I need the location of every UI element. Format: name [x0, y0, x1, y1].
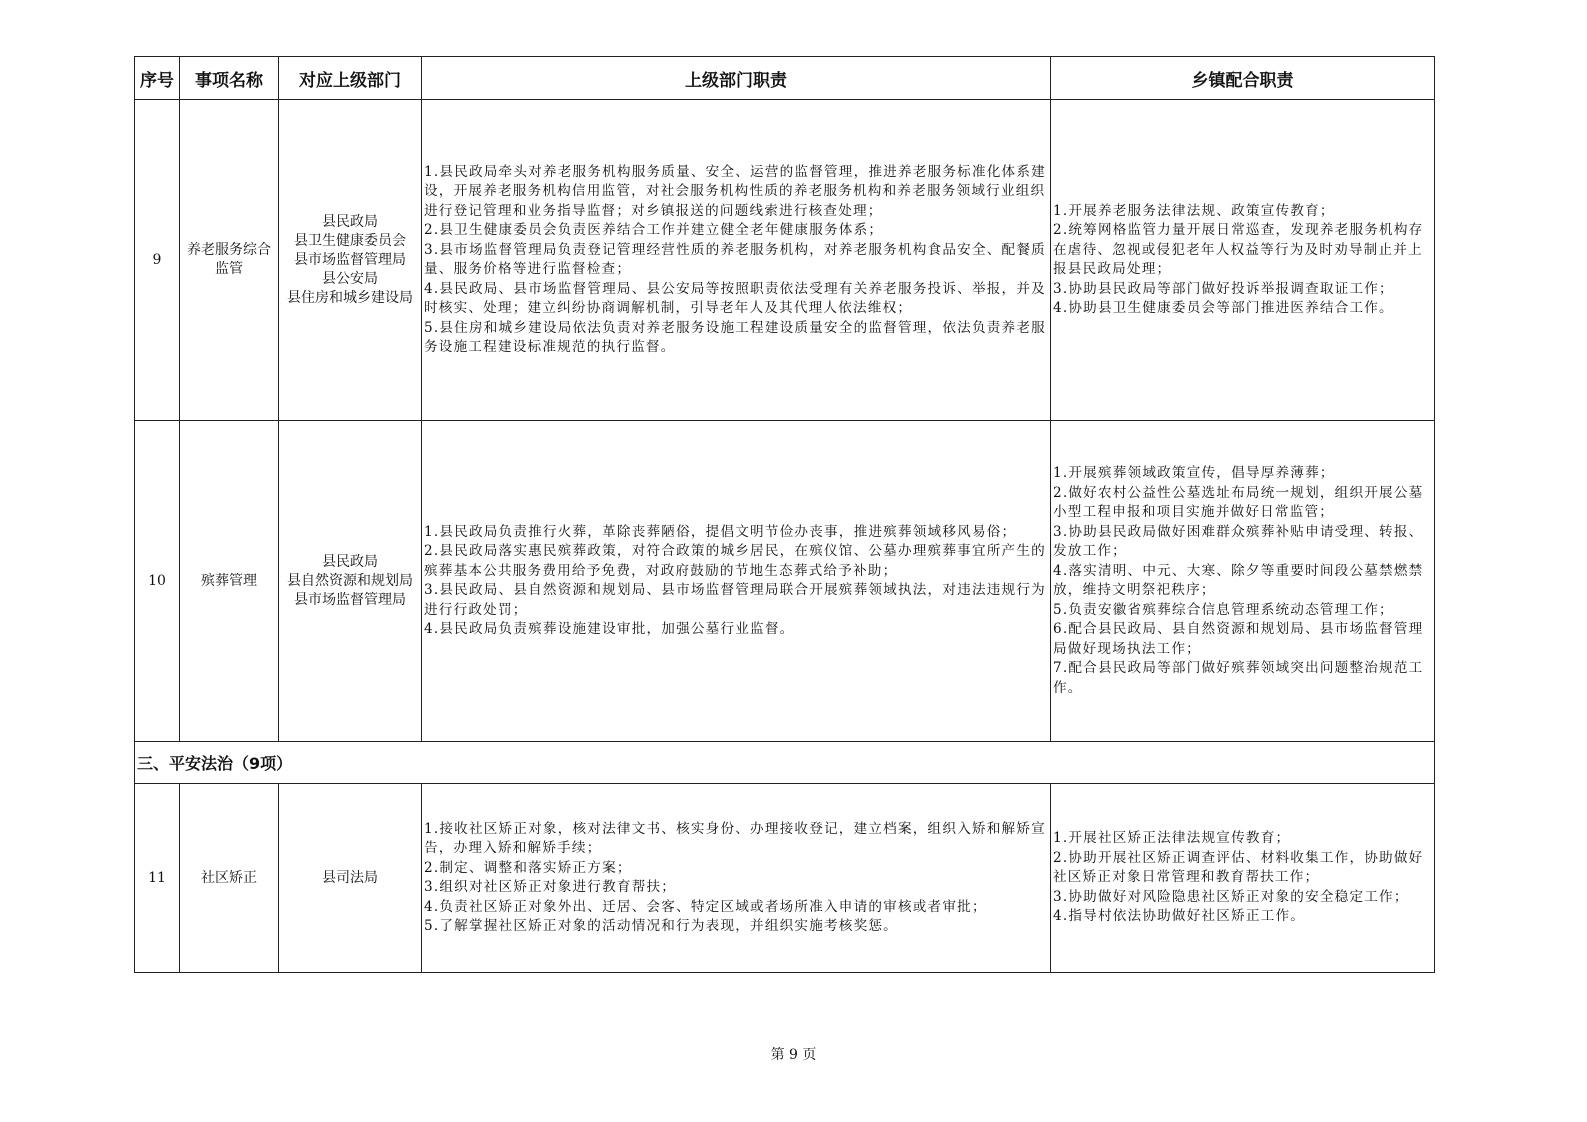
department: 县司法局: [322, 869, 378, 886]
page-number: 第 9 页: [770, 1047, 817, 1063]
duty-item: 2.协助开展社区矫正调查评估、材料收集工作，协助做好社区矫正对象日常管理和教育帮扶工作；: [1053, 849, 1424, 886]
town-duties-cell: [1051, 421, 1435, 742]
header-upper-duties: 上级部门职责: [422, 57, 1051, 100]
duty-item: 1.县民政局负责推行火葬，革除丧葬陋俗，提倡文明节俭办丧事，推进殡葬领域移风易俗；: [424, 523, 1017, 540]
upper-duties-cell: [422, 100, 1051, 421]
department: 县市场监督管理局: [294, 251, 406, 268]
duty-item: 5.县住房和城乡建设局依法负责对养老服务设施工程建设质量安全的监督管理，依法负责养老服务设施工程建设标准规范的执行监督。: [424, 319, 1046, 355]
duty-item: 4.落实清明、中元、大寒、除夕等重要时间段公墓禁燃禁放，维持文明祭祀秩序；: [1053, 562, 1424, 598]
department: 县民政局: [322, 213, 378, 230]
header-town-duties: 乡镇配合职责: [1051, 57, 1435, 100]
row-number: 11: [135, 784, 180, 973]
departments-cell: [279, 421, 422, 742]
duty-item: 5.负责安徽省殡葬综合信息管理系统动态管理工作；: [1053, 601, 1394, 618]
duty-item: 2.县民政局落实惠民殡葬政策，对符合政策的城乡居民，在殡仪馆、公墓办理殡葬事宜所产生的殡葬基本公共服务费用给予免费，对政府鼓励的节地生态葬式给予补助；: [424, 543, 1046, 579]
duty-item: 5.了解掌握社区矫正对象的活动情况和行为表现，并组织实施考核奖惩。: [424, 918, 898, 934]
duty-item: 4.协助县卫生健康委员会等部门推进医养结合工作。: [1053, 300, 1394, 316]
duty-item: 2.制定、调整和落实矫正方案；: [424, 859, 632, 876]
duty-item: 3.县市场监督管理局负责登记管理经营性质的养老服务机构，对养老服务机构食品安全、配餐质量、服务价格等进行监督检查；: [424, 241, 1046, 277]
header-dept: 对应上级部门: [279, 57, 422, 100]
department: 县自然资源和规划局: [287, 572, 413, 589]
header-name: 事项名称: [180, 57, 279, 100]
duty-item: 3.协助县民政局等部门做好投诉举报调查取证工作；: [1053, 280, 1394, 297]
item-name: 殡葬管理: [180, 421, 279, 742]
duty-item: 3.县民政局、县自然资源和规划局、县市场监督管理局联合开展殡葬领域执法，对违法违规行为进行行政处罚；: [424, 582, 1046, 618]
header-no: 序号: [135, 57, 180, 100]
duty-item: 1.开展养老服务法律法规、政策宣传教育；: [1053, 202, 1335, 219]
duty-item: 3.协助县民政局做好困难群众殡葬补贴申请受理、转报、发放工作；: [1053, 523, 1424, 559]
duty-item: 2.县卫生健康委员会负责医养结合工作并建立健全老年健康服务体系；: [424, 222, 884, 238]
duty-item: 4.县民政局、县市场监督管理局、县公安局等按照职责依法受理有关养老服务投诉、举报，并及时核实、处理；建立纠纷协商调解机制，引导老年人及其代理人依法维权；: [424, 280, 1046, 316]
duty-item: 4.县民政局负责殡葬设施建设审批，加强公墓行业监督。: [424, 621, 795, 637]
row-number: 9: [135, 100, 180, 421]
header-row: [135, 57, 1435, 100]
town-duties-cell: [1051, 100, 1435, 421]
department: 县住房和城乡建设局: [287, 289, 413, 306]
duty-item: 1.开展殡葬领域政策宣传，倡导厚养薄葬；: [1053, 465, 1335, 481]
duty-item: 1.县民政局牵头对养老服务机构服务质量、安全、运营的监督管理，推进养老服务标准化体系建设，开展养老服务机构信用监管，对社会服务机构性质的养老服务机构和养老服务领域行业组织进行登记管理和业务指导监督；对乡镇报送的问题线索进行核查处理；: [424, 163, 1046, 219]
department: 县卫生健康委员会: [294, 232, 406, 249]
duty-item: 7.配合县民政局等部门做好殡葬领域突出问题整治规范工作。: [1053, 660, 1424, 696]
duty-item: 6.配合县民政局、县自然资源和规划局、县市场监督管理局做好现场执法工作；: [1053, 621, 1424, 657]
department: 县市场监督管理局: [294, 591, 406, 608]
section-title: 三、平安法治（9项）: [135, 742, 1435, 784]
table-row: [135, 100, 1435, 421]
departments-cell: [279, 784, 422, 973]
department: 县民政局: [322, 553, 378, 570]
departments-cell: [279, 100, 422, 421]
town-duties-cell: [1051, 784, 1435, 973]
duties-table: [134, 56, 1435, 973]
duty-item: 3.协助做好对风险隐患社区矫正对象的安全稳定工作；: [1053, 888, 1409, 905]
department: 县公安局: [322, 270, 378, 287]
duty-item: 1.接收社区矫正对象，核对法律文书、核实身份、办理接收登记，建立档案，组织入矫和解矫宣告，办理入矫和解矫手续；: [424, 820, 1046, 856]
duty-item: 4.负责社区矫正对象外出、迁居、会客、特定区域或者场所准入申请的审核或者审批；: [424, 898, 987, 915]
duty-item: 2.做好农村公益性公墓选址布局统一规划，组织开展公墓小型工程申报和项目实施并做好日常监管；: [1053, 484, 1424, 520]
upper-duties-cell: [422, 784, 1051, 973]
table-row: [135, 421, 1435, 742]
item-name: 社区矫正: [180, 784, 279, 973]
duty-item: 2.统筹网格监管力量开展日常巡查，发现养老服务机构存在虐待、忽视或侵犯老年人权益等行为及时劝导制止并上报县民政局处理；: [1053, 222, 1424, 277]
table-row: [135, 784, 1435, 973]
section-row: [135, 742, 1435, 784]
duty-item: 1.开展社区矫正法律法规宣传教育；: [1053, 830, 1291, 847]
upper-duties-cell: [422, 421, 1051, 742]
duty-item: 4.指导村依法协助做好社区矫正工作。: [1053, 908, 1306, 925]
duty-item: 3.组织对社区矫正对象进行教育帮扶；: [424, 879, 677, 895]
row-number: 10: [135, 421, 180, 742]
item-name: 养老服务综合监管: [180, 100, 279, 421]
